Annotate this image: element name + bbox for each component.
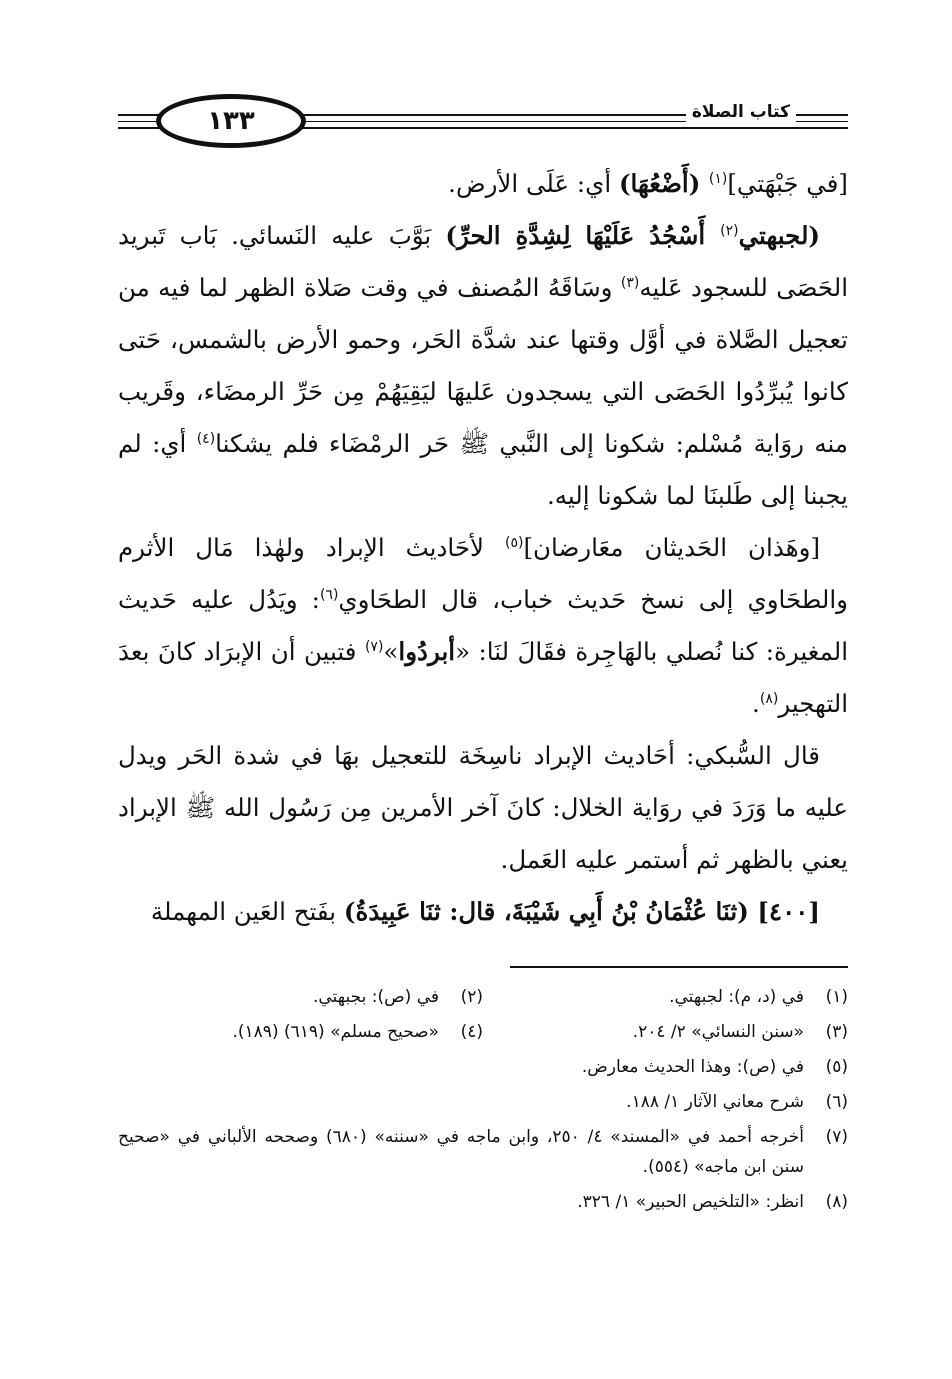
text-span: بَوَّبَ عليه النَسائي. بَاب تَبريد الحَصَى للسجود عَليه (118, 221, 848, 302)
footnote-number: (٧) (825, 1127, 848, 1147)
paragraph-3 (118, 522, 848, 730)
footnote-text: انظر: «التلخيص الحبير» ١/ ٣٢٦. (577, 1192, 804, 1212)
text-span-bold: (لجبهتي (738, 221, 820, 250)
paragraph-4: قال السُّبكي: أحَاديث الإبراد ناسِخَة للتعجيل بهَا في شدة الحَر ويدل عليه ما وَرَدَ في روَاية الخلال: كانَ آخر الأمرين مِن رَسُول الله ﷺ الإبراد يعني بالظهر ثم أستمر عليه العَمل. (118, 741, 848, 874)
footnote-text: في (ص): بجبهتي. (312, 987, 439, 1007)
text-span: أي: عَلَى الأرض. (448, 169, 619, 198)
text-span: لأحَاديث الإبراد ولهٰذا مَال الأثرم والطحَاوي إلى نسخ حَديث خباب، قال الطحَاوي (118, 533, 849, 614)
text-span-bold: أبردُوا (398, 637, 456, 666)
footnote-text: شرح معاني الآثار ١/ ١٨٨. (626, 1092, 804, 1112)
footnote-ref: (٥) (504, 534, 524, 551)
text-span-bold: [٤٠٠] (ثنَا عُثْمَانُ بْنُ أَبِي شَيْبَةَ، قال: ثنَا عَبِيدَةُ) (343, 897, 820, 926)
footnote-ref: (٦) (319, 586, 339, 603)
footnote-number: (٤) (460, 1022, 483, 1042)
footnote-ref: (١) (708, 170, 728, 187)
text-span: [وهَذان الحَديثان معَارضان] (523, 533, 821, 562)
footnote-number: (١) (825, 987, 848, 1007)
page-number: ١٣٣ (207, 106, 255, 136)
text-span: » (383, 637, 399, 666)
footnote-ref: (٧) (364, 638, 384, 655)
footnote-ref: (٢) (720, 222, 739, 239)
footnote-row (118, 1017, 848, 1052)
page-number-frame (156, 94, 306, 148)
text-span-bold: أَسْجُدُ عَلَيْهَا لِشِدَّةِ الحرِّ) (445, 221, 721, 250)
paragraph-2 (118, 210, 848, 522)
footnotes (118, 982, 848, 1222)
footnote-number: (٢) (460, 987, 483, 1007)
footnote-number: (٣) (825, 1022, 848, 1042)
paragraph-1 (118, 158, 848, 210)
footnote-ref: (٤) (196, 430, 216, 447)
text-span: وسَاقَهُ المُصنف في وقت صَلاة الظهر لما فيه من تعجيل الصَّلاة في أوَّل وقتها عند شدَّة الحَر، وحمو الأرض بالشمس، حَتى كانوا يُبرِّدُوا الحَصَى التي يسجدون عَليهَا ليَقِيَهُمْ مِن حَرِّ الرمضَاء، وقَريب منه روَاية مُسْلم: شكونا إلى النَّبي ﷺ حَر الرمْضَاء فلم يشكنا (118, 273, 848, 458)
footnote-text: «صحيح مسلم» (٦١٩) (١٨٩). (232, 1022, 439, 1042)
footnote-3 (483, 1017, 848, 1047)
page-header (118, 92, 848, 152)
footnote-number: (٥) (825, 1057, 848, 1077)
footnote-separator (510, 966, 848, 968)
footnote-2 (118, 982, 483, 1012)
footnote-text: أخرجه أحمد في «المسند» ٤/ ٢٥٠، وابن ماجه في «سننه» (٦٨٠) وصححه الألباني في «صحيح سنن ابن ماجه» (٥٥٤). (118, 1127, 804, 1177)
text-span: بفَتح العَين المهملة (150, 897, 344, 926)
footnote-8 (118, 1187, 848, 1217)
footnote-6 (118, 1087, 848, 1117)
text-span: [في جَبْهَتي] (727, 169, 848, 198)
footnote-number: (٨) (825, 1192, 848, 1212)
text-span: فتبين أن الإبرَاد كانَ بعدَ التهجير (118, 637, 848, 718)
footnote-1 (483, 982, 848, 1012)
footnote-text: «سنن النسائي» ٢/ ٢٠٤. (632, 1022, 804, 1042)
paragraph-5 (118, 886, 848, 938)
footnote-ref: (٨) (759, 690, 779, 707)
footnote-text: في (ص): وهذا الحديث معارض. (581, 1057, 804, 1077)
main-text (118, 158, 848, 938)
footnote-5 (118, 1052, 848, 1082)
running-title: كتاب الصلاة (686, 102, 796, 122)
text-span: أي: لم يجبنا إلى طَلبنَا لما شكونا إليه. (118, 429, 848, 510)
footnote-4 (118, 1017, 483, 1047)
footnote-text: في (د، م): لجبهتي. (669, 987, 804, 1007)
text-span: . (752, 689, 760, 718)
text-span: : ويَدُل عليه حَديث المغيرة: كنا نُصلي بالهَاجِرة فقَالَ لنَا: « (118, 585, 848, 666)
footnote-7 (118, 1122, 848, 1182)
footnote-row (118, 982, 848, 1017)
footnote-number: (٦) (825, 1092, 848, 1112)
footnote-ref: (٣) (620, 274, 640, 291)
text-span-bold: (أَضْعُهَا) (618, 169, 709, 198)
